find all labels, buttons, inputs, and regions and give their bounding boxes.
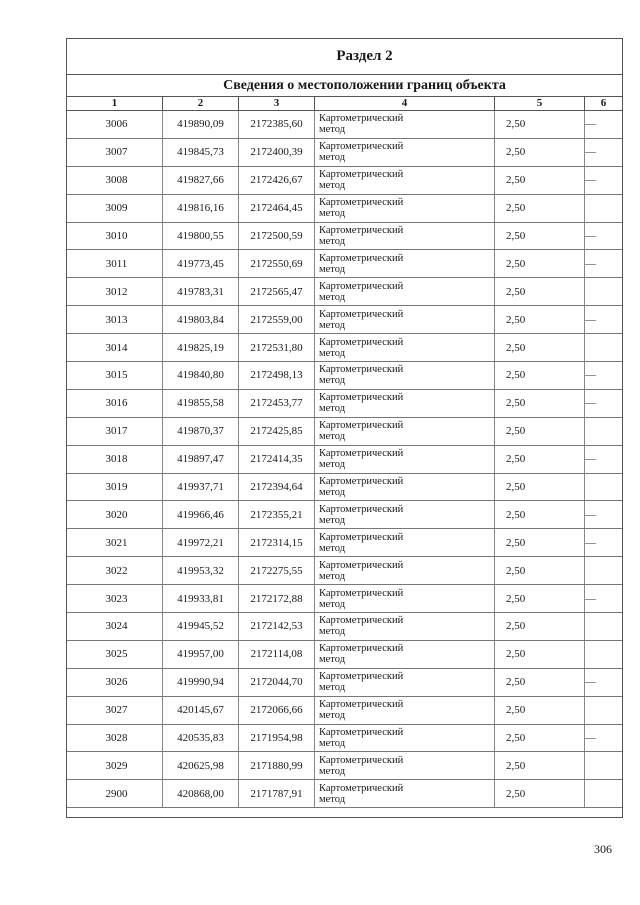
header-col-6: 6 [600, 97, 607, 109]
description [585, 697, 622, 724]
coord-x: 419773,45 [163, 250, 239, 277]
method-line-2: метод [319, 598, 346, 610]
coord-x: 419783,31 [163, 278, 239, 305]
accuracy: 2,50 [495, 195, 585, 222]
point-number: 3007 [67, 139, 163, 166]
document-frame [66, 38, 623, 818]
coord-y: 2172355,21 [239, 501, 315, 528]
table-row [67, 725, 622, 753]
accuracy: 2,50 [495, 390, 585, 417]
point-number: 3014 [67, 334, 163, 361]
description [585, 752, 622, 779]
accuracy: 2,50 [495, 501, 585, 528]
method-line-2: метод [319, 682, 346, 694]
description: — [585, 453, 596, 466]
description [585, 613, 622, 640]
method-cell [315, 669, 495, 696]
coord-y: 2172314,15 [239, 529, 315, 556]
table-row [67, 697, 622, 725]
method-line-1: Картометрический [319, 503, 404, 515]
method-line-2: метод [319, 738, 346, 750]
method-cell [315, 697, 495, 724]
table-row [67, 474, 622, 502]
coord-y: 2172565,47 [239, 278, 315, 305]
table-row [67, 780, 622, 808]
method-cell [315, 418, 495, 445]
method-line-2: метод [319, 124, 346, 136]
description: — [585, 732, 596, 745]
point-number: 3020 [67, 501, 163, 528]
method-line-1: Картометрический [319, 280, 404, 292]
method-line-1: Картометрический [319, 754, 404, 766]
section-title: Раздел 2 [67, 39, 622, 75]
method-line-1: Картометрический [319, 113, 404, 125]
coord-x: 419966,46 [163, 501, 239, 528]
coord-x: 420535,83 [163, 725, 239, 752]
point-number: 3008 [67, 167, 163, 194]
table-footer-strip [67, 808, 622, 822]
method-cell [315, 557, 495, 584]
accuracy: 2,50 [495, 669, 585, 696]
table-row [67, 139, 622, 167]
point-number: 3023 [67, 585, 163, 612]
point-number: 3026 [67, 669, 163, 696]
method-line-1: Картометрический [319, 476, 404, 488]
method-cell [315, 167, 495, 194]
method-cell [315, 250, 495, 277]
method-cell [315, 139, 495, 166]
coord-y: 2171880,99 [239, 752, 315, 779]
method-line-1: Картометрический [319, 699, 404, 711]
description: — [585, 257, 596, 270]
description: — [585, 174, 596, 187]
table-row [67, 752, 622, 780]
method-cell [315, 195, 495, 222]
method-cell [315, 585, 495, 612]
table-row [67, 529, 622, 557]
method-line-2: метод [319, 710, 346, 722]
method-line-1: Картометрический [319, 782, 404, 794]
coord-y: 2172114,08 [239, 641, 315, 668]
method-line-2: метод [319, 375, 346, 387]
accuracy: 2,50 [495, 725, 585, 752]
description: — [585, 508, 596, 521]
method-line-2: метод [319, 291, 346, 303]
coord-x: 419897,47 [163, 446, 239, 473]
coord-x: 419825,19 [163, 334, 239, 361]
point-number: 2900 [67, 780, 163, 807]
table-body [67, 111, 622, 808]
point-number: 3013 [67, 306, 163, 333]
method-cell [315, 446, 495, 473]
coord-x: 419816,16 [163, 195, 239, 222]
coord-x: 419840,80 [163, 362, 239, 389]
coord-x: 419957,00 [163, 641, 239, 668]
table-row [67, 223, 622, 251]
coord-x: 419990,94 [163, 669, 239, 696]
coord-x: 419953,32 [163, 557, 239, 584]
point-number: 3016 [67, 390, 163, 417]
point-number: 3024 [67, 613, 163, 640]
method-line-1: Картометрический [319, 587, 404, 599]
table-row [67, 613, 622, 641]
method-cell [315, 501, 495, 528]
table-row [67, 390, 622, 418]
description: — [585, 397, 596, 410]
method-line-2: метод [319, 654, 346, 666]
description: — [585, 146, 596, 159]
method-line-1: Картометрический [319, 141, 404, 153]
table-row [67, 278, 622, 306]
table-row [67, 669, 622, 697]
accuracy: 2,50 [495, 641, 585, 668]
accuracy: 2,50 [495, 613, 585, 640]
coord-y: 2172142,53 [239, 613, 315, 640]
method-cell [315, 223, 495, 250]
description: — [585, 592, 596, 605]
table-row [67, 195, 622, 223]
coord-y: 2172172,88 [239, 585, 315, 612]
coord-x: 419800,55 [163, 223, 239, 250]
table-row [67, 306, 622, 334]
table-row [67, 501, 622, 529]
method-cell [315, 725, 495, 752]
description [585, 641, 622, 668]
method-cell [315, 780, 495, 807]
accuracy: 2,50 [495, 278, 585, 305]
method-line-2: метод [319, 403, 346, 415]
method-line-1: Картометрический [319, 392, 404, 404]
point-number: 3029 [67, 752, 163, 779]
coord-x: 419945,52 [163, 613, 239, 640]
header-col-4: 4 [315, 97, 495, 110]
method-line-2: метод [319, 626, 346, 638]
coord-y: 2172498,13 [239, 362, 315, 389]
coord-y: 2172425,85 [239, 418, 315, 445]
table-row [67, 167, 622, 195]
table-title: Сведения о местоположении границ объекта [67, 75, 622, 97]
method-cell [315, 474, 495, 501]
table-row [67, 250, 622, 278]
method-line-2: метод [319, 431, 346, 443]
point-number: 3012 [67, 278, 163, 305]
method-line-2: метод [319, 542, 346, 554]
accuracy: 2,50 [495, 223, 585, 250]
description: — [585, 313, 596, 326]
page-number: 306 [594, 842, 612, 856]
accuracy: 2,50 [495, 362, 585, 389]
method-line-1: Картометрический [319, 420, 404, 432]
accuracy: 2,50 [495, 697, 585, 724]
point-number: 3025 [67, 641, 163, 668]
point-number: 3022 [67, 557, 163, 584]
table-header-row [67, 97, 622, 111]
coord-y: 2172044,70 [239, 669, 315, 696]
coord-y: 2172400,39 [239, 139, 315, 166]
accuracy: 2,50 [495, 780, 585, 807]
table-row [67, 557, 622, 585]
method-cell [315, 278, 495, 305]
header-col-5: 5 [495, 97, 585, 110]
point-number: 3010 [67, 223, 163, 250]
method-line-2: метод [319, 487, 346, 499]
coord-x: 419933,81 [163, 585, 239, 612]
method-cell [315, 390, 495, 417]
accuracy: 2,50 [495, 334, 585, 361]
description [585, 418, 622, 445]
method-line-2: метод [319, 514, 346, 526]
accuracy: 2,50 [495, 139, 585, 166]
method-line-1: Картометрический [319, 727, 404, 739]
method-line-1: Картометрический [319, 643, 404, 655]
method-line-2: метод [319, 180, 346, 192]
accuracy: 2,50 [495, 474, 585, 501]
method-cell [315, 641, 495, 668]
coord-x: 419870,37 [163, 418, 239, 445]
method-line-1: Картометрический [319, 308, 404, 320]
method-line-2: метод [319, 152, 346, 164]
accuracy: 2,50 [495, 752, 585, 779]
header-col-2: 2 [163, 97, 239, 110]
method-cell [315, 362, 495, 389]
method-cell [315, 529, 495, 556]
accuracy: 2,50 [495, 167, 585, 194]
table-row [67, 418, 622, 446]
description: — [585, 230, 596, 242]
coord-x: 419845,73 [163, 139, 239, 166]
coord-x: 420868,00 [163, 780, 239, 807]
method-line-2: метод [319, 765, 346, 777]
method-line-1: Картометрический [319, 336, 404, 348]
point-number: 3019 [67, 474, 163, 501]
method-cell [315, 613, 495, 640]
coord-x: 419827,66 [163, 167, 239, 194]
coord-x: 419890,09 [163, 111, 239, 138]
accuracy: 2,50 [495, 557, 585, 584]
point-number: 3018 [67, 446, 163, 473]
coord-y: 2172550,69 [239, 250, 315, 277]
header-col-1: 1 [67, 97, 163, 110]
accuracy: 2,50 [495, 250, 585, 277]
method-line-1: Картометрический [319, 559, 404, 571]
method-line-2: метод [319, 793, 346, 805]
coord-y: 2172385,60 [239, 111, 315, 138]
description: — [585, 676, 596, 689]
method-line-1: Картометрический [319, 671, 404, 683]
coord-x: 419855,58 [163, 390, 239, 417]
table-row [67, 641, 622, 669]
method-line-1: Картометрический [319, 531, 404, 543]
coord-x: 419937,71 [163, 474, 239, 501]
coord-x: 420145,67 [163, 697, 239, 724]
coord-y: 2172453,77 [239, 390, 315, 417]
method-line-2: метод [319, 208, 346, 220]
description: — [585, 118, 596, 131]
coord-y: 2172275,55 [239, 557, 315, 584]
description [585, 195, 622, 222]
coord-y: 2171787,91 [239, 780, 315, 807]
accuracy: 2,50 [495, 585, 585, 612]
table-row [67, 362, 622, 390]
description [585, 474, 622, 501]
accuracy: 2,50 [495, 111, 585, 138]
method-line-2: метод [319, 263, 346, 275]
point-number: 3006 [67, 111, 163, 138]
point-number: 3015 [67, 362, 163, 389]
coord-y: 2172531,80 [239, 334, 315, 361]
method-line-2: метод [319, 319, 346, 331]
method-line-2: метод [319, 236, 346, 247]
description [585, 557, 622, 584]
table-row [67, 334, 622, 362]
table-row [67, 111, 622, 139]
method-line-1: Картометрический [319, 225, 404, 236]
coord-y: 2172414,35 [239, 446, 315, 473]
coord-y: 2172066,66 [239, 697, 315, 724]
point-number: 3027 [67, 697, 163, 724]
method-line-2: метод [319, 347, 346, 359]
point-number: 3021 [67, 529, 163, 556]
method-line-2: метод [319, 570, 346, 582]
description: — [585, 369, 596, 382]
coord-x: 419972,21 [163, 529, 239, 556]
coord-y: 2172464,45 [239, 195, 315, 222]
description [585, 334, 622, 361]
point-number: 3011 [67, 250, 163, 277]
description [585, 780, 622, 807]
method-line-1: Картометрический [319, 197, 404, 209]
point-number: 3017 [67, 418, 163, 445]
method-line-2: метод [319, 459, 346, 471]
method-cell [315, 334, 495, 361]
accuracy: 2,50 [495, 418, 585, 445]
point-number: 3028 [67, 725, 163, 752]
method-cell [315, 111, 495, 138]
coord-y: 2171954,98 [239, 725, 315, 752]
coord-x: 419803,84 [163, 306, 239, 333]
point-number: 3009 [67, 195, 163, 222]
coord-y: 2172559,00 [239, 306, 315, 333]
table-row [67, 446, 622, 474]
description [585, 278, 622, 305]
coord-y: 2172394,64 [239, 474, 315, 501]
accuracy: 2,50 [495, 306, 585, 333]
accuracy: 2,50 [495, 446, 585, 473]
method-line-1: Картометрический [319, 169, 404, 181]
table-row [67, 585, 622, 613]
method-line-1: Картометрический [319, 448, 404, 460]
coord-y: 2172426,67 [239, 167, 315, 194]
coord-x: 420625,98 [163, 752, 239, 779]
method-cell [315, 752, 495, 779]
header-col-3: 3 [239, 97, 315, 110]
method-line-1: Картометрический [319, 615, 404, 627]
method-line-1: Картометрический [319, 364, 404, 376]
accuracy: 2,50 [495, 529, 585, 556]
method-line-1: Картометрический [319, 252, 404, 264]
method-cell [315, 306, 495, 333]
coord-y: 2172500,59 [239, 223, 315, 250]
description: — [585, 536, 596, 549]
